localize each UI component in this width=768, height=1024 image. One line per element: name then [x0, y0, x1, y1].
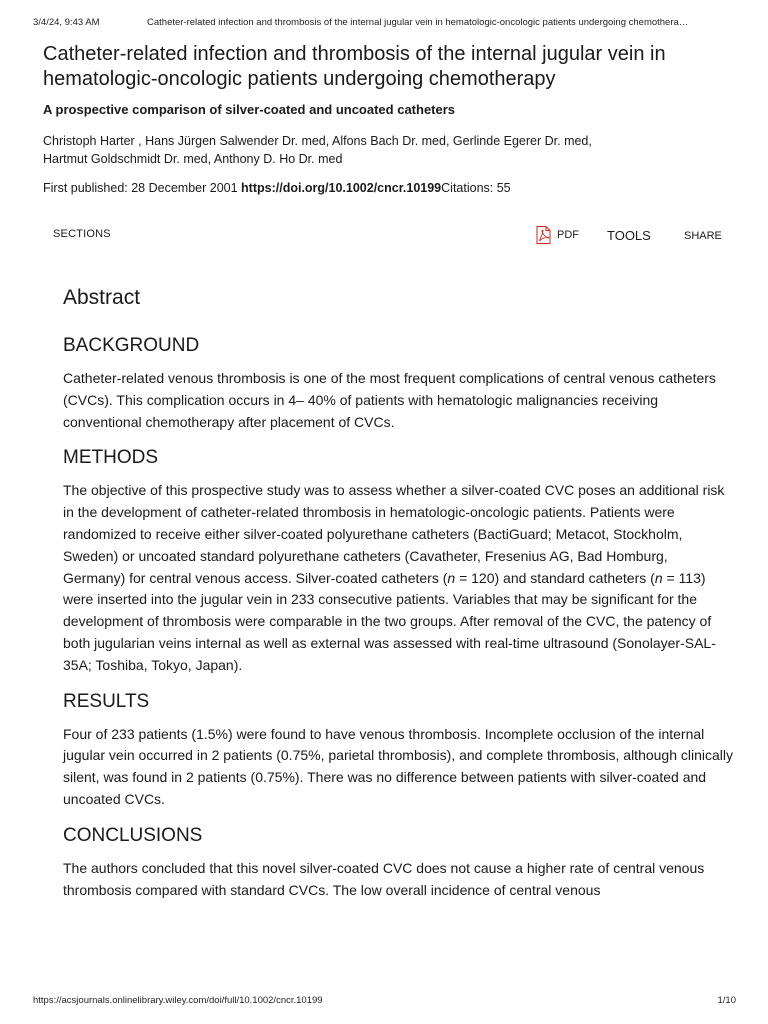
- pdf-button[interactable]: [536, 226, 579, 244]
- methods-text-part-3: = 113) were inserted into the jugular vein in 233 consecutive patients. Variables that may be significant for the development of thrombosis were comparable in the two groups. After removal of the CVC, the patency of both jugularian veins internal as well as external was assessed with real-time ultrasound (Sonolayer-SAL-35A; Toshiba, Tokyo, Japan).: [63, 569, 716, 673]
- print-url: https://acsjournals.onlinelibrary.wiley.com/doi/full/10.1002/cncr.10199: [33, 995, 323, 1006]
- print-datetime: 3/4/24, 9:43 AM: [33, 17, 100, 28]
- article-toolbar: [0, 226, 768, 250]
- article-title: Catheter-related infection and thrombosis of the internal jugular vein in hematologic-oncologic patients undergoing chemotherapy: [43, 43, 666, 90]
- methods-text-part-2: = 120) and standard catheters (: [455, 569, 655, 586]
- pdf-file-icon: [536, 226, 551, 244]
- print-page-title: Catheter-related infection and thrombosis of the internal jugular vein in hematologic-oncologic patients undergoing chemothera…: [147, 17, 689, 28]
- citations-count[interactable]: Citations: 55: [441, 181, 511, 195]
- tools-button[interactable]: TOOLS: [607, 228, 651, 243]
- pdf-label: PDF: [557, 229, 579, 241]
- n-symbol: n: [447, 569, 456, 586]
- print-page-number: 1/10: [717, 995, 736, 1006]
- background-text: Catheter-related venous thrombosis is one of the most frequent complications of central venous catheters (CVCs). This complication occurs in 4– 40% of patients with hematologic malignancies receiving conventional chemotherapy after placement of CVCs.: [63, 370, 716, 430]
- first-published: First published: 28 December 2001: [43, 181, 238, 195]
- n-symbol: n: [654, 569, 663, 586]
- methods-text: [63, 480, 733, 676]
- methods-text-part-1: The objective of this prospective study was to assess whether a silver-coated CVC poses an additional risk in the development of catheter-related thrombosis in hematologic-oncologic patients. Patients were randomized to receive either silver-coated polyurethane catheters (BactiGuard; Metacot, Stockholm, Sweden) or uncoated standard polyurethane catheters (Cavatheter, Fresenius AG, Bad Homburg, Germany) for central venous access. Silver-coated catheters (: [63, 482, 725, 586]
- share-button[interactable]: SHARE: [684, 230, 722, 242]
- abstract-heading: Abstract: [63, 286, 141, 309]
- publication-info: [43, 181, 511, 195]
- doi-link[interactable]: https://doi.org/10.1002/cncr.10199: [241, 181, 442, 195]
- author-list: [43, 132, 733, 168]
- sections-button[interactable]: SECTIONS: [53, 228, 111, 240]
- authors-line-1[interactable]: Christoph Harter , Hans Jürgen Salwender Dr. med, Alfons Bach Dr. med, Gerlinde Egerer Dr. med,: [43, 134, 592, 148]
- methods-heading: METHODS: [63, 447, 158, 469]
- authors-line-2[interactable]: Hartmut Goldschmidt Dr. med, Anthony D. Ho Dr. med: [43, 152, 343, 166]
- results-text: Four of 233 patients (1.5%) were found to have venous thrombosis. Incomplete occlusion of the internal jugular vein occurred in 2 patients (0.75%, parietal thrombosis), and complete thrombosis, although clinically silent, was found in 2 patients (0.75%). There was no difference between patients with silver-coated and uncoated CVCs.: [63, 725, 734, 807]
- conclusions-heading: CONCLUSIONS: [63, 824, 203, 846]
- abstract-section: [63, 284, 733, 914]
- print-header: [33, 17, 748, 28]
- article-subtitle: A prospective comparison of silver-coated and uncoated catheters: [43, 102, 456, 117]
- results-heading: RESULTS: [63, 690, 150, 712]
- background-heading: BACKGROUND: [63, 335, 200, 356]
- print-footer: [33, 995, 736, 1006]
- conclusions-text: The authors concluded that this novel silver-coated CVC does not cause a higher rate of central venous thrombosis compared with standard CVCs. The low overall incidence of central venous: [63, 859, 705, 898]
